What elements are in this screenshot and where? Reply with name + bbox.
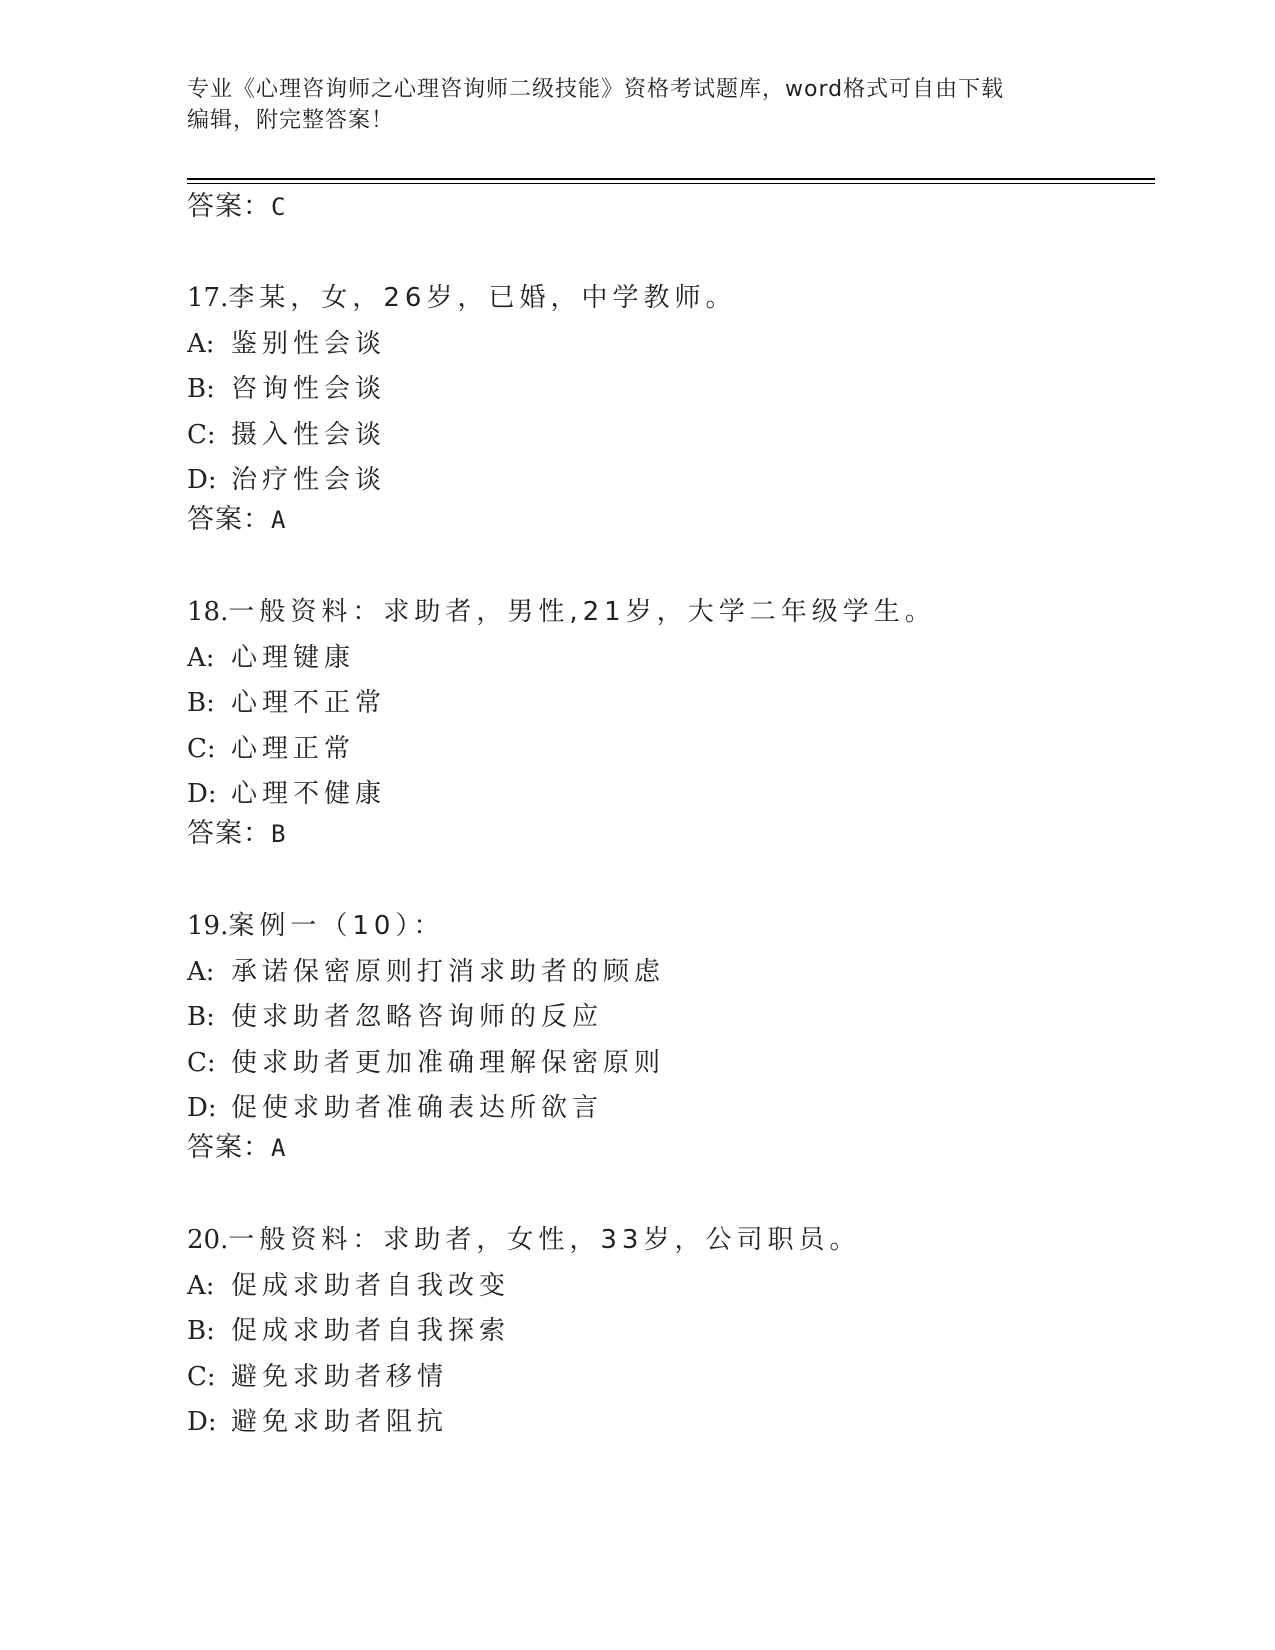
answer-value: C (271, 193, 287, 221)
option-c: C: 使求助者更加准确理解保密原则 (187, 1047, 666, 1078)
option-d: D: 治疗性会谈 (187, 465, 387, 495)
header-divider-thin (187, 183, 1155, 184)
question-number: 20. (187, 1225, 229, 1255)
question-text: 一般资料：求助者，女性，33岁，公司职员。 (228, 1225, 861, 1255)
answer-prefix: 答案： (187, 504, 271, 535)
answer-prefix: 答案： (187, 1132, 271, 1163)
question-block (187, 1218, 860, 1446)
option-a: A: 鉴别性会谈 (187, 328, 387, 359)
option-b: B: 使求助者忽略咨询师的反应 (187, 1002, 604, 1032)
option-d: D: 促使求助者准确表达所欲言 (187, 1093, 604, 1123)
question-block (187, 904, 665, 1132)
option-d: D: 心理不健康 (187, 779, 387, 809)
question-text: 案例一（10）： (228, 911, 445, 941)
answer-line (187, 817, 286, 851)
question-block (187, 276, 736, 504)
question-text: 一般资料：求助者，男性,21岁，大学二年级学生。 (228, 597, 936, 627)
option-b: B: 咨询性会谈 (187, 374, 387, 404)
question-number: 18. (187, 597, 229, 627)
option-a: A: 促成求助者自我改变 (187, 1270, 511, 1301)
question-text: 李某，女，26岁，已婚，中学教师。 (228, 283, 737, 313)
option-a: A: 心理键康 (187, 642, 356, 673)
question-number: 17. (187, 283, 229, 313)
question-stem (187, 904, 665, 950)
answer-line (187, 1131, 286, 1165)
option-b: B: 促成求助者自我探索 (187, 1316, 511, 1346)
option-d: D: 避免求助者阻抗 (187, 1407, 449, 1437)
header-line-2: 编辑，附完整答案！ (187, 108, 395, 133)
option-c: C: 摄入性会谈 (187, 419, 387, 450)
question-number: 19. (187, 911, 229, 941)
question-stem (187, 590, 936, 636)
question-block (187, 590, 936, 818)
question-stem (187, 276, 736, 322)
answer-value: A (271, 1134, 287, 1162)
question-stem (187, 1218, 860, 1264)
answer-prefix: 答案： (187, 818, 271, 849)
document-header (187, 74, 1067, 136)
answer-line (187, 503, 286, 537)
answer-prefix: 答案： (187, 191, 271, 222)
header-line-1: 专业《心理咨询师之心理咨询师二级技能》资格考试题库，word格式可自由下载 (187, 77, 1005, 102)
option-c: C: 避免求助者移情 (187, 1361, 449, 1392)
header-divider-thick (187, 178, 1155, 180)
answer-value: B (271, 820, 287, 848)
option-c: C: 心理正常 (187, 733, 356, 764)
option-a: A: 承诺保密原则打消求助者的顾虑 (187, 956, 666, 987)
option-b: B: 心理不正常 (187, 688, 387, 718)
answer-value: A (271, 506, 287, 534)
answer-line (187, 190, 286, 224)
